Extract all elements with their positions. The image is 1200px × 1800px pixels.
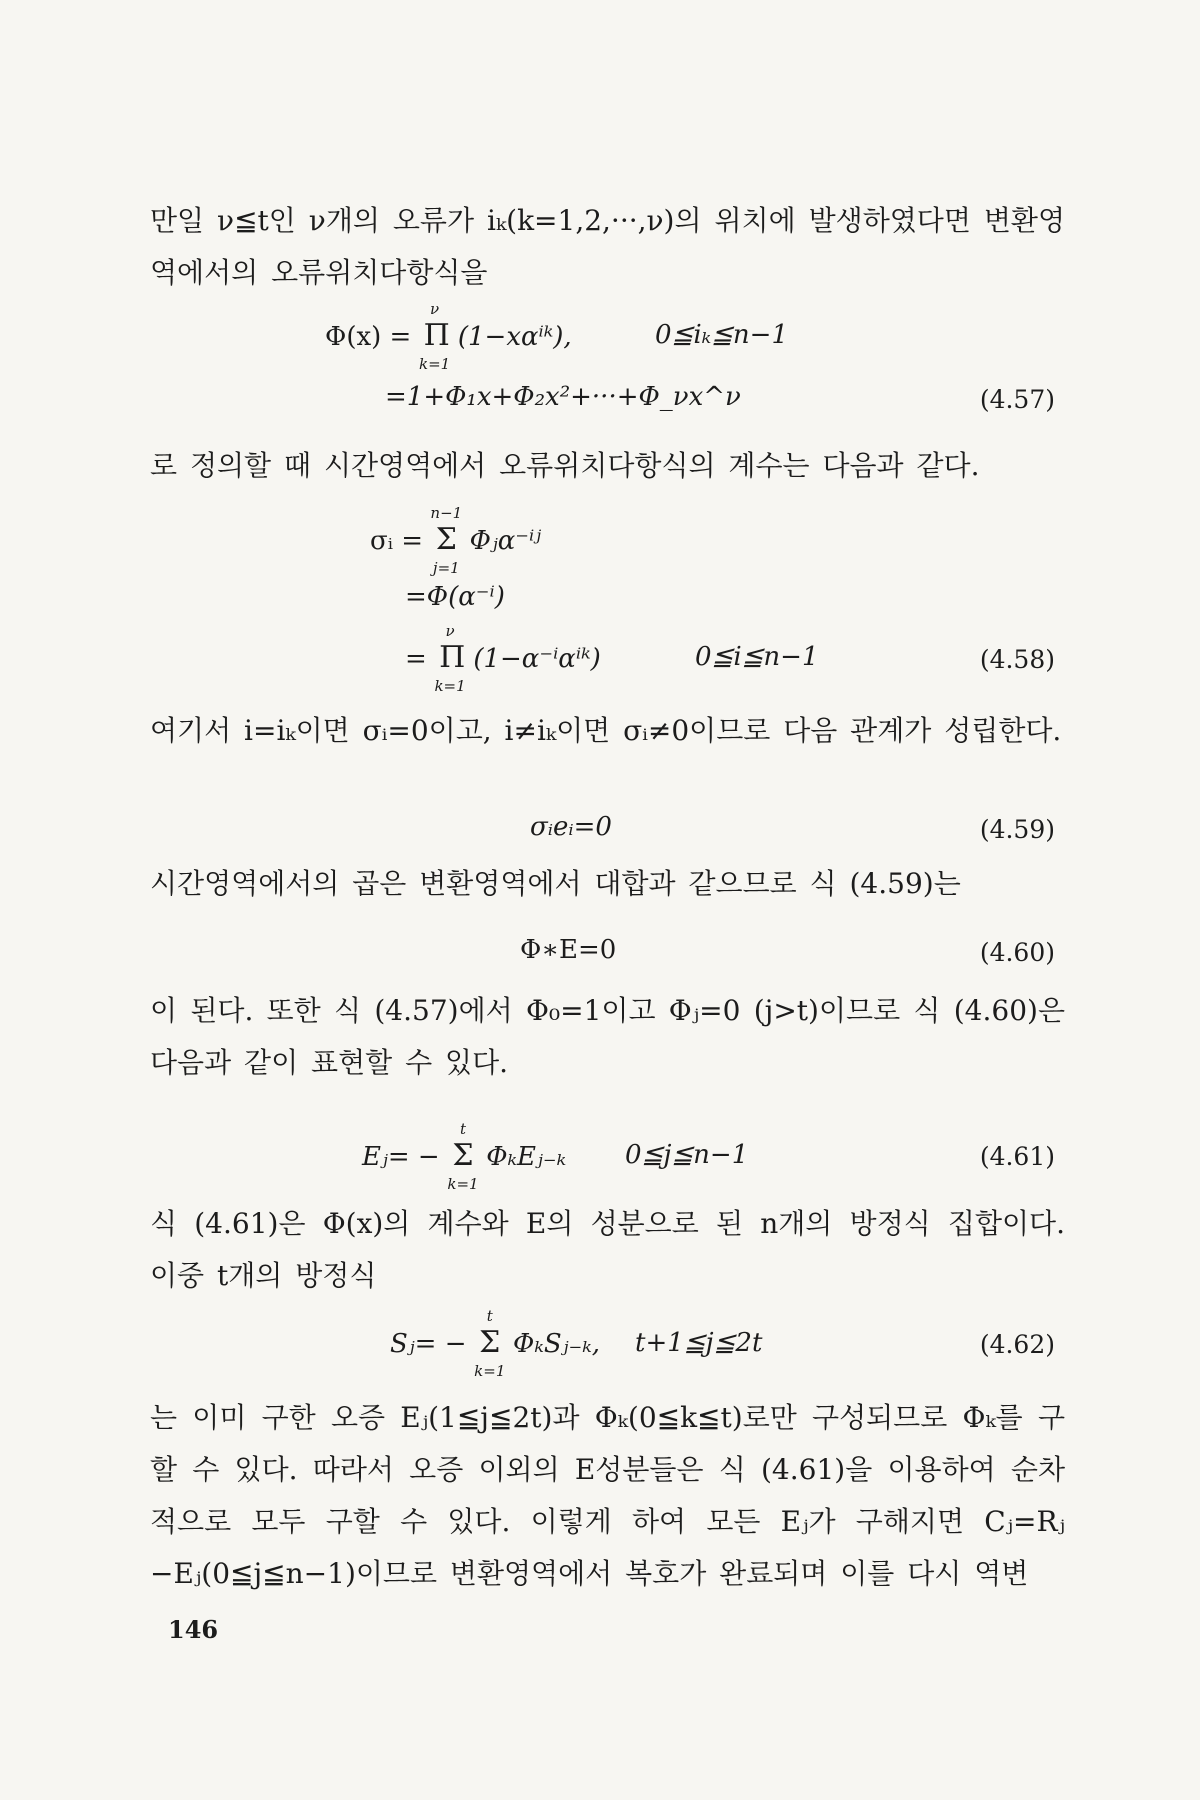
op-upper-limit: ν — [430, 300, 440, 318]
op-upper-limit: ν — [445, 622, 455, 640]
paragraph-1: 만일 ν≦t인 ν개의 오류가 iₖ(k=1,2,···,ν)의 위치에 발생하였다면 변환영역에서의 오류위치다항식을 — [150, 204, 1065, 289]
equation-4-58-condition: 0≦i≦n−1 — [695, 642, 819, 672]
paragraph-3: 여기서 i=iₖ이면 σᵢ=0이고, i≠iₖ이면 σᵢ≠0이므로 다음 관계가 성립한다. — [150, 714, 1062, 747]
paragraph-5: 이 된다. 또한 식 (4.57)에서 Φ₀=1이고 Φⱼ=0 (j>t)이므로 식 (4.60)은 다음과 같이 표현할 수 있다. — [150, 994, 1065, 1079]
equation-4-58-line1 — [370, 504, 542, 577]
equation-4-62-condition: t+1≦j≦2t — [635, 1328, 763, 1358]
op-upper-limit: t — [486, 1307, 493, 1325]
op-symbol: Σ — [435, 522, 457, 557]
equation-4-58-line2: =Φ(α⁻ⁱ) — [405, 582, 505, 612]
equation-4-62 — [390, 1307, 600, 1380]
equation-4-58-line3 — [405, 622, 601, 695]
equation-4-61-condition: 0≦j≦n−1 — [625, 1140, 749, 1170]
op-upper-limit: n−1 — [430, 504, 463, 522]
op-symbol: Π — [423, 318, 450, 353]
product-operator — [434, 622, 466, 695]
equation-number-4-61: (4.61) — [979, 1142, 1055, 1171]
paragraph-4: 시간영역에서의 곱은 변환영역에서 대합과 같으므로 식 (4.59)는 — [150, 867, 961, 900]
op-upper-limit: t — [459, 1120, 466, 1138]
equation-4-60: Φ∗E=0 — [520, 935, 617, 965]
sum-operator — [474, 1307, 506, 1380]
op-lower-limit: k=1 — [434, 677, 466, 695]
paragraph-6: 식 (4.61)은 Φ(x)의 계수와 E의 성분으로 된 n개의 방정식 집합이다. 이중 t개의 방정식 — [150, 1207, 1065, 1292]
paragraph-2: 로 정의할 때 시간영역에서 오류위치다항식의 계수는 다음과 같다. — [150, 449, 980, 482]
op-symbol: Π — [439, 640, 466, 675]
equation-number-4-58: (4.58) — [979, 645, 1055, 674]
sum-operator — [447, 1120, 479, 1193]
equation-4-59: σᵢeᵢ=0 — [530, 812, 612, 842]
eq-rhs: (1−α⁻ⁱαⁱᵏ) — [473, 644, 601, 674]
eq-rhs: Φⱼα⁻ⁱʲ — [469, 526, 542, 556]
product-operator — [418, 300, 451, 373]
op-lower-limit: k=1 — [418, 355, 451, 373]
page-number: 146 — [168, 1615, 219, 1644]
sum-operator — [430, 504, 463, 577]
equation-4-57-line1 — [325, 300, 572, 373]
equation-4-61 — [362, 1120, 567, 1193]
eq-rhs: ΦₖEⱼ₋ₖ — [486, 1142, 567, 1172]
eq-lhs: = — [405, 644, 427, 674]
equation-number-4-59: (4.59) — [979, 815, 1055, 844]
eq-lhs: Φ(x) = — [325, 322, 412, 352]
paragraph-7: 는 이미 구한 오증 Eⱼ(1≦j≦2t)과 Φₖ(0≦k≦t)로만 구성되므로 Φₖ를 구할 수 있다. 따라서 오증 이외의 E성분들은 식 (4.61)을 이용하여 순차적으로 모두 구할 수 있다. 이렇게 하여 모든 Eⱼ가 구해지면 Cⱼ=Rⱼ −Eⱼ(0≦j≦n−1)이므로 변환영역에서 복호가 완료되며 이를 다시 역변 — [150, 1401, 1065, 1590]
equation-number-4-57: (4.57) — [979, 385, 1055, 414]
equation-4-57-condition: 0≦iₖ≦n−1 — [655, 320, 788, 350]
eq-rhs: ΦₖSⱼ₋ₖ, — [513, 1329, 600, 1359]
equation-number-4-62: (4.62) — [979, 1330, 1055, 1359]
eq-lhs: σᵢ = — [370, 526, 424, 556]
op-symbol: Σ — [452, 1138, 474, 1173]
eq-lhs: Sⱼ= − — [390, 1329, 467, 1359]
op-lower-limit: j=1 — [432, 559, 460, 577]
op-lower-limit: k=1 — [447, 1175, 479, 1193]
op-symbol: Σ — [479, 1325, 501, 1360]
op-lower-limit: k=1 — [474, 1362, 506, 1380]
eq-lhs: Eⱼ= − — [362, 1142, 440, 1172]
equation-4-57-line2: =1+Φ₁x+Φ₂x²+···+Φ_νx^ν — [385, 382, 741, 412]
equation-number-4-60: (4.60) — [979, 938, 1055, 967]
eq-rhs: (1−xαⁱᵏ), — [457, 322, 572, 352]
